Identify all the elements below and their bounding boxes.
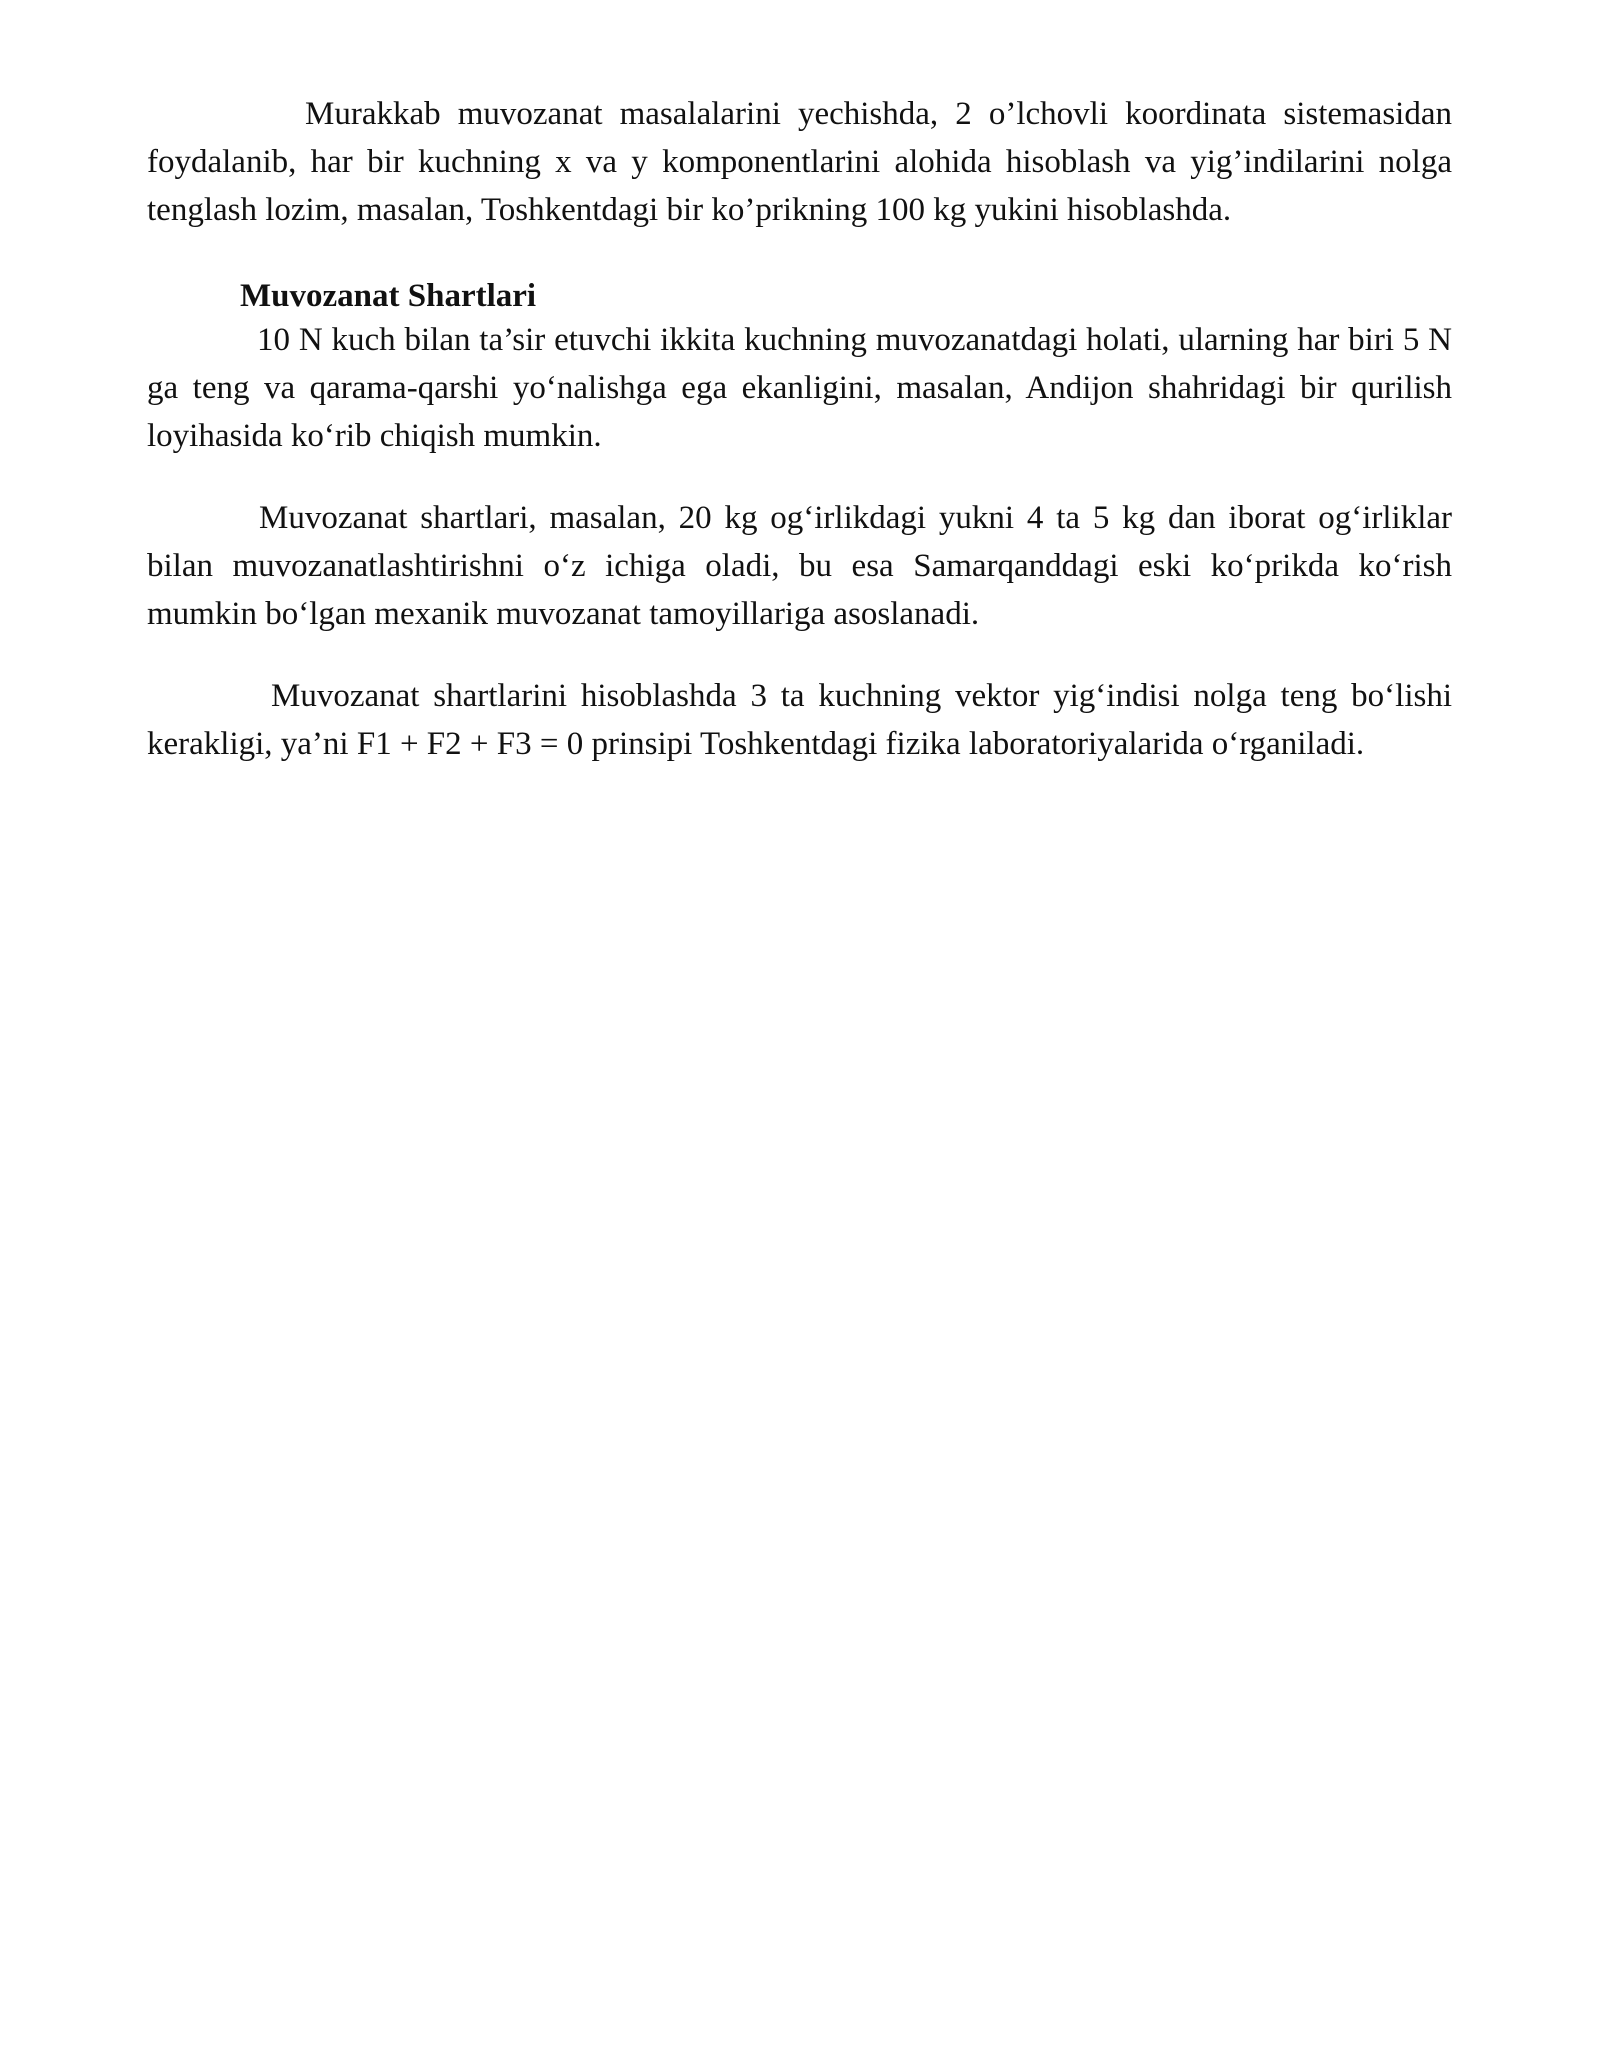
paragraph-vector-sum: Muvozanat shartlarini hisoblashda 3 ta kuchning vektor yig‘indisi nolga teng bo‘lishi kerakligi, ya’ni F1 + F2 + F3 = 0 prinsipi Toshkentdagi fizika laboratoriyalarida o‘rganiladi. — [147, 678, 1452, 762]
paragraph-forces: 10 N kuch bilan ta’sir etuvchi ikkita kuchning muvozanatdagi holati, ularning har biri 5 N ga teng va qarama-qarshi yo‘nalishga ega ekanligini, masalan, Andijon shahridagi bir qurilish loyihasida ko‘rib chiqish mumkin. — [147, 322, 1452, 454]
document-page — [147, 90, 1452, 768]
paragraph-weights: Muvozanat shartlari, masalan, 20 kg og‘irlikdagi yukni 4 ta 5 kg dan iborat og‘irliklar bilan muvozanatlashtirishni o‘z ichiga oladi, bu esa Samarqanddagi eski ko‘prikda ko‘rish mumkin bo‘lgan mexanik muvozanat tamoyillariga asoslanadi. — [147, 500, 1452, 632]
paragraph-intro: Murakkab muvozanat masalalarini yechishda, 2 o’lchovli koordinata sistemasidan foydalanib, har bir kuchning x va y komponentlarini alohida hisoblash va yig’indilarini nolga tenglash lozim, masalan, Toshkentdagi bir ko’prikning 100 kg yukini hisoblashda. — [147, 96, 1452, 228]
section-heading: Muvozanat Shartlari — [240, 278, 537, 314]
